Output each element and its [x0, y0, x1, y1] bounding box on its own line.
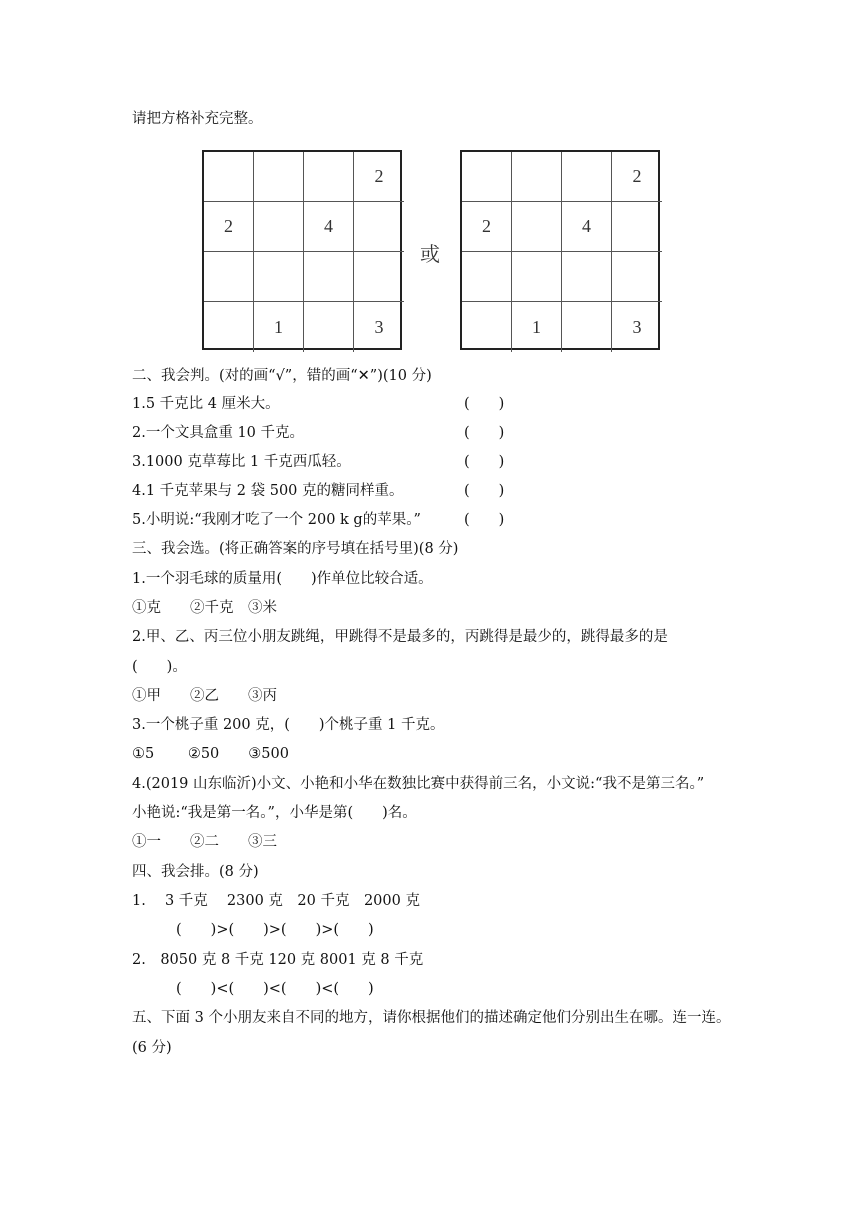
- grid-cell: [254, 152, 304, 202]
- grid-cell: [204, 152, 254, 202]
- section3-title: 三、我会选。(将正确答案的序号填在括号里)(8 分): [132, 541, 459, 557]
- grid-cell: [562, 252, 612, 302]
- grid-cell: 3: [374, 316, 384, 337]
- grid-cell: [254, 252, 304, 302]
- grid-cell: [512, 252, 562, 302]
- choice-line: ①一 ②二 ③三: [132, 834, 277, 850]
- choice-line: 4.(2019 山东临沂)小文、小艳和小华在数独比赛中获得前三名，小文说:“我不是第三名。”: [132, 776, 705, 792]
- choice-line: ( )。: [132, 659, 187, 675]
- grid-cell: 2: [204, 202, 254, 252]
- judge-item-1: 1.5 千克比 4 厘米大。: [132, 396, 280, 412]
- judge-item-5: 5.小明说:“我刚才吃了一个 200 k g的苹果。”: [132, 512, 421, 528]
- grid-cell: [612, 252, 662, 302]
- grid-cell: 1: [512, 302, 562, 352]
- choice-line: 3.一个桃子重 200 克，( )个桃子重 1 千克。: [132, 717, 445, 733]
- sort-blank-1: ( )>( )>( )>( ): [176, 922, 374, 938]
- grid-cell: 1: [254, 302, 304, 352]
- judge-paren-5: ( ): [464, 512, 505, 528]
- or-text: 或: [420, 242, 440, 266]
- sort-blank-2: ( )<( )<( )<( ): [176, 981, 374, 997]
- judge-item-2: 2.一个文具盒重 10 千克。: [132, 425, 305, 441]
- judge-item-3: 3.1000 克草莓比 1 千克西瓜轻。: [132, 454, 351, 470]
- grid-cell: [304, 152, 354, 202]
- grid-cell: 2: [462, 202, 512, 252]
- judge-paren-2: ( ): [464, 425, 505, 441]
- sudoku-grid-left: [202, 150, 402, 350]
- grid-cell: [462, 302, 512, 352]
- grid-cell: [304, 252, 354, 302]
- grid-cell: [304, 302, 354, 352]
- section2-title: 二、我会判。(对的画“√”，错的画“✕”)(10 分): [132, 368, 432, 384]
- grid-cell: [612, 202, 662, 252]
- choice-line: 2.甲、乙、丙三位小朋友跳绳，甲跳得不是最多的，丙跳得是最少的，跳得最多的是: [132, 629, 668, 645]
- grid-cell: [462, 252, 512, 302]
- judge-paren-4: ( ): [464, 483, 505, 499]
- grid-cell: 2: [612, 152, 662, 202]
- choice-line: ①甲 ②乙 ③丙: [132, 688, 277, 704]
- grid-cell: 3: [632, 316, 642, 337]
- sudoku-grid-right: [460, 150, 660, 350]
- grid-cell: [512, 202, 562, 252]
- choice-line: ①5 ②50 ③500: [132, 746, 289, 762]
- grid-cell: [204, 252, 254, 302]
- grid-cell: 4: [562, 202, 612, 252]
- grid-cell: [354, 252, 404, 302]
- grid-cell: 4: [304, 202, 354, 252]
- grid-cell: [512, 152, 562, 202]
- grid-cell: [354, 202, 404, 252]
- intro-text: 请把方格补充完整。: [132, 111, 263, 127]
- judge-item-4: 4.1 千克苹果与 2 袋 500 克的糖同样重。: [132, 483, 404, 499]
- section4-title: 四、我会排。(8 分): [132, 864, 259, 880]
- grid-cell: 2: [354, 152, 404, 202]
- choice-line: ①克 ②千克 ③米: [132, 600, 277, 616]
- grid-cell: [204, 302, 254, 352]
- grid-cell: [562, 302, 612, 352]
- section5-title: 五、下面 3 个小朋友来自不同的地方，请你根据他们的描述确定他们分别出生在哪。连一连。: [132, 1010, 731, 1026]
- sort-question-1: 1. 3 千克 2300 克 20 千克 2000 克: [132, 893, 420, 909]
- grid-cell: [462, 152, 512, 202]
- sort-question-2: 2. 8050 克 8 千克 120 克 8001 克 8 千克: [132, 952, 424, 968]
- judge-paren-1: ( ): [464, 396, 505, 412]
- choice-line: 1.一个羽毛球的质量用( )作单位比较合适。: [132, 571, 433, 587]
- grid-cell: [562, 152, 612, 202]
- section5-score: (6 分): [132, 1040, 172, 1056]
- grid-cell: [254, 202, 304, 252]
- judge-paren-3: ( ): [464, 454, 505, 470]
- choice-line: 小艳说:“我是第一名。”，小华是第( )名。: [132, 805, 417, 821]
